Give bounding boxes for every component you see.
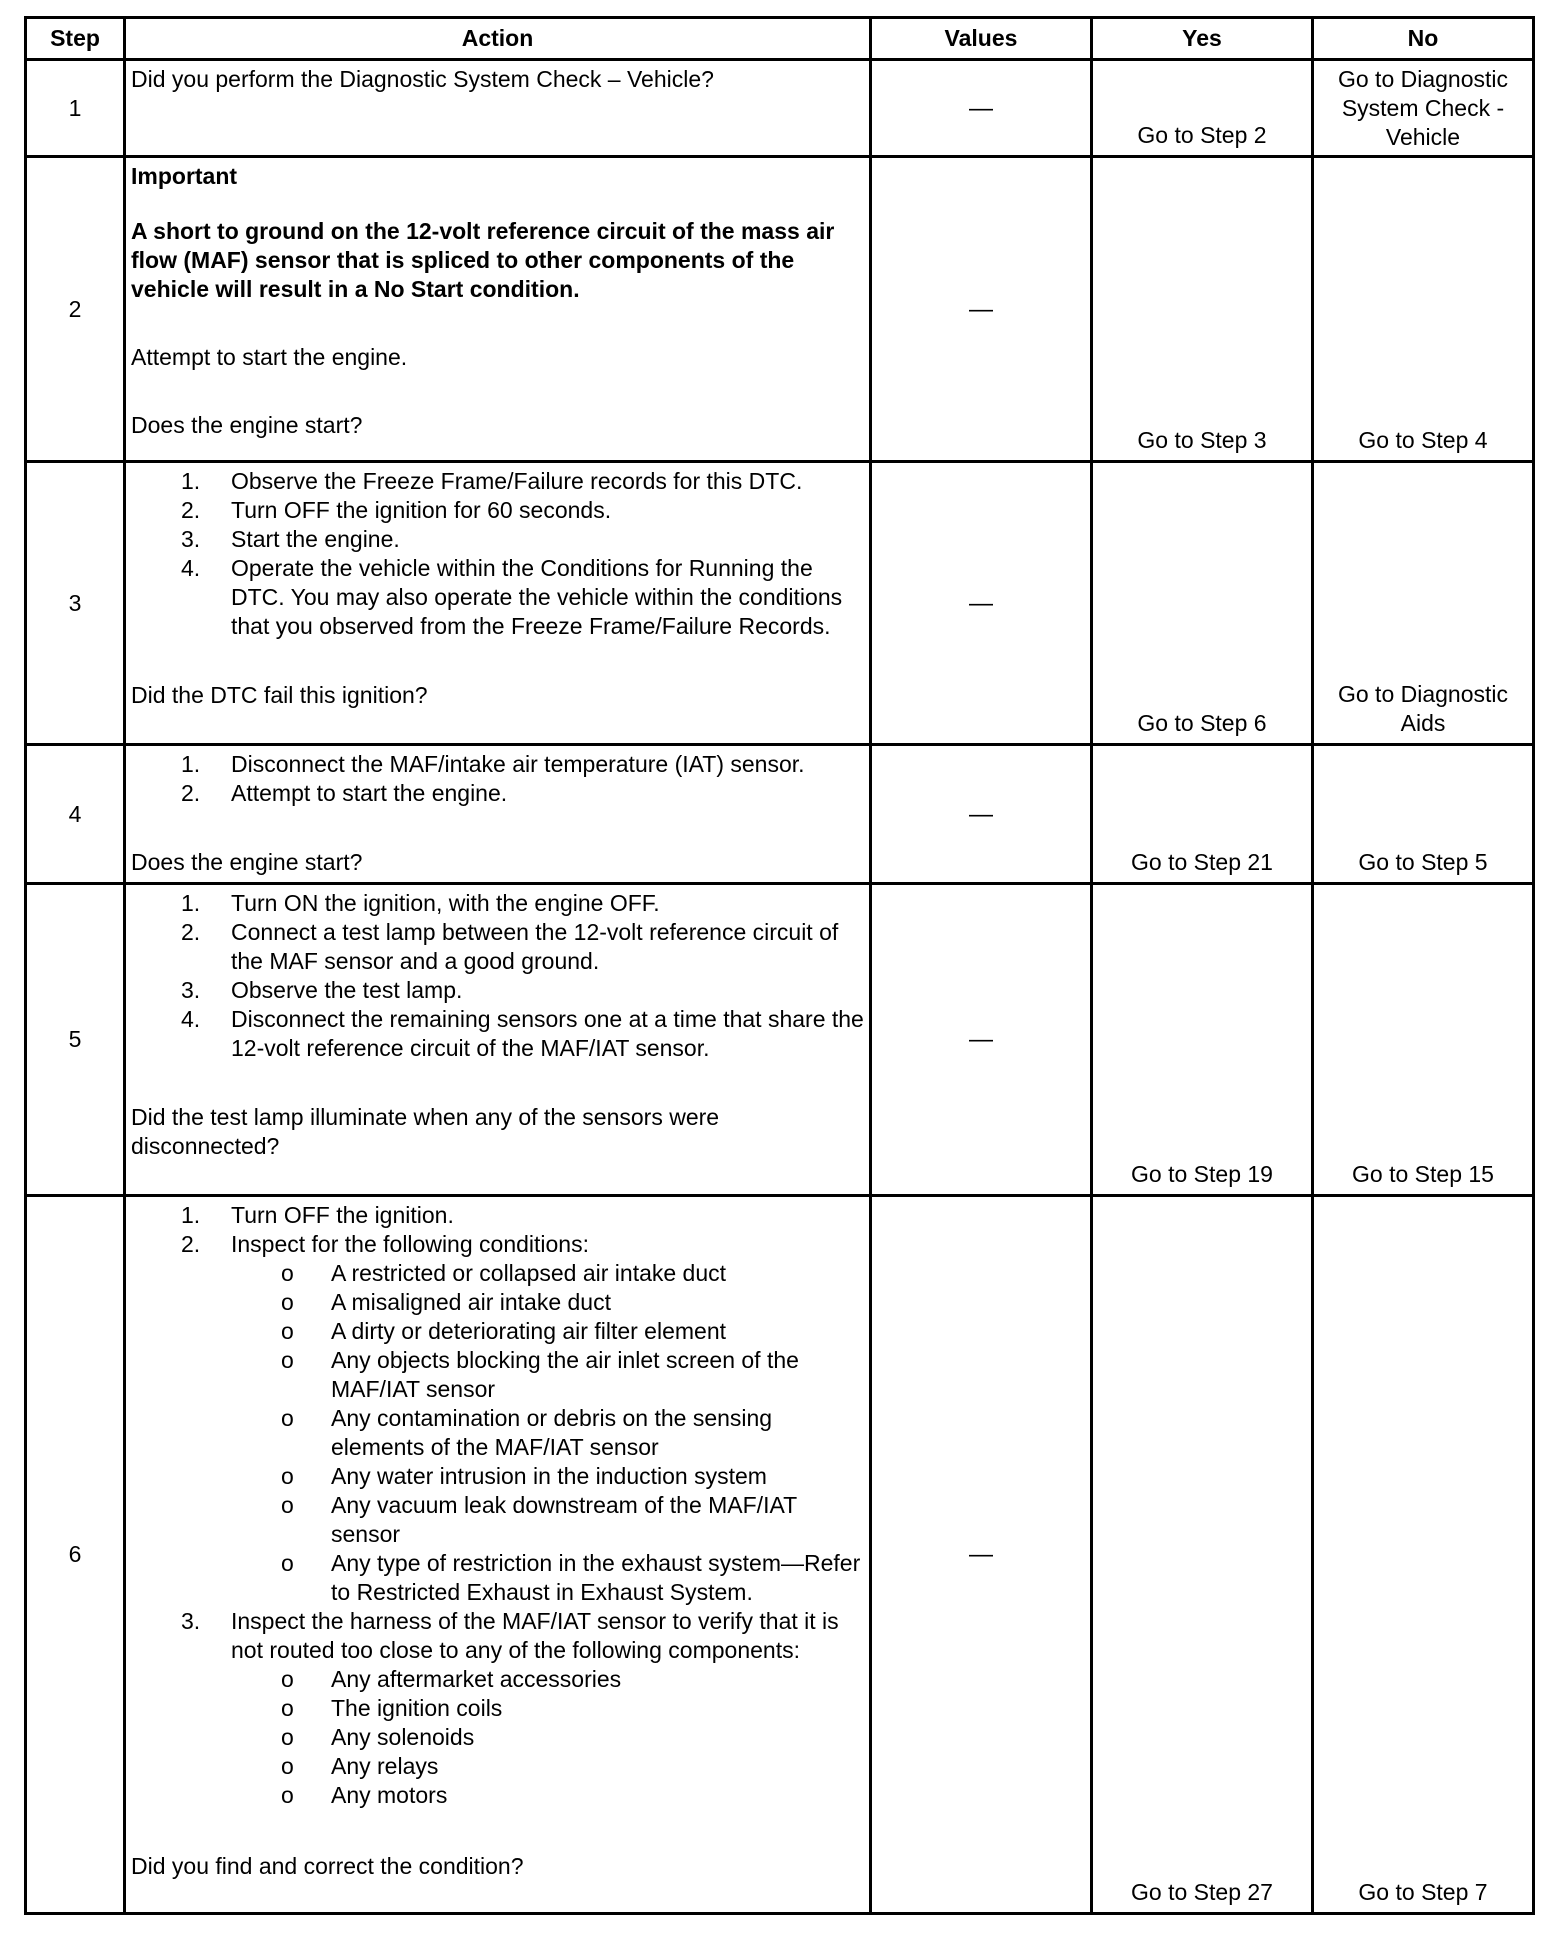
table-row (26, 1196, 1534, 1914)
table-row (26, 745, 1534, 884)
action-cell (125, 157, 871, 462)
question-text: Did you perform the Diagnostic System Check – Vehicle? (131, 66, 714, 92)
component-text: Any aftermarket accessories (331, 1666, 622, 1692)
procedure-list (131, 467, 865, 641)
yes-link[interactable]: Go to Step 3 (1137, 427, 1267, 453)
bullet-icon: o (281, 1724, 294, 1750)
procedure-list (131, 750, 865, 808)
step-text: Connect a test lamp between the 12-volt reference circuit of the MAF sensor and a good ground. (231, 919, 839, 974)
procedure-list (131, 1201, 865, 1810)
bullet-icon: o (281, 1666, 294, 1692)
action-cell (125, 884, 871, 1196)
bullet-icon: o (281, 1260, 294, 1286)
procedure-step (131, 496, 865, 525)
no-link[interactable]: Go to Step 5 (1358, 849, 1488, 875)
header-no: No (1313, 18, 1534, 60)
question-text: Did the DTC fail this ignition? (131, 682, 428, 708)
no-link[interactable]: Go to Step 7 (1358, 1879, 1488, 1905)
condition-text: Any objects blocking the air inlet screen of the MAF/IAT sensor (331, 1347, 799, 1402)
components-list (231, 1665, 865, 1810)
step-number: 1 (26, 60, 125, 157)
step-text: Operate the vehicle within the Conditions for Running the DTC. You may also operate the vehicle within the conditions that you observed from the Freeze Frame/Failure Records. (231, 555, 843, 639)
action-cell (125, 462, 871, 745)
action-cell (125, 745, 871, 884)
header-action: Action (125, 18, 871, 60)
condition-text: A dirty or deteriorating air filter element (331, 1318, 727, 1344)
procedure-step (131, 1005, 865, 1063)
component-item (231, 1752, 865, 1781)
procedure-step (131, 467, 865, 496)
value-dash: — (969, 295, 993, 323)
step-index: 3. (181, 977, 201, 1003)
step-index: 2. (181, 780, 201, 806)
condition-item (231, 1288, 865, 1317)
diagnostic-page (24, 16, 1532, 1915)
header-row (26, 18, 1534, 60)
step-index: 1. (181, 751, 201, 777)
diagnostic-table (24, 16, 1535, 1915)
value-dash: — (969, 589, 993, 617)
value-cell (871, 157, 1092, 462)
procedure-step (131, 525, 865, 554)
no-link[interactable]: Go to Step 4 (1358, 427, 1488, 453)
step-text: Attempt to start the engine. (231, 780, 508, 806)
no-cell (1313, 157, 1534, 462)
component-item (231, 1694, 865, 1723)
yes-cell (1092, 745, 1313, 884)
question-text: Did you find and correct the condition? (131, 1853, 524, 1879)
condition-item (231, 1259, 865, 1288)
value-cell (871, 745, 1092, 884)
no-cell (1313, 745, 1534, 884)
condition-item (231, 1549, 865, 1607)
condition-text: A misaligned air intake duct (331, 1289, 611, 1315)
condition-item (231, 1462, 865, 1491)
procedure-step (131, 779, 865, 808)
procedure-step (131, 554, 865, 641)
header-values: Values (871, 18, 1092, 60)
procedure-step (131, 1230, 865, 1607)
procedure-step (131, 976, 865, 1005)
step-text: Start the engine. (231, 526, 400, 552)
value-cell (871, 60, 1092, 157)
condition-text: Any contamination or debris on the sensing elements of the MAF/IAT sensor (331, 1405, 773, 1460)
bullet-icon: o (281, 1347, 294, 1373)
yes-link[interactable]: Go to Step 2 (1137, 122, 1267, 148)
bullet-icon: o (281, 1753, 294, 1779)
question-text: Does the engine start? (131, 412, 363, 438)
step-index: 3. (181, 1608, 201, 1634)
yes-link[interactable]: Go to Step 6 (1137, 710, 1267, 736)
component-text: Any relays (331, 1753, 439, 1779)
no-link[interactable]: Go to Diagnostic System Check - Vehicle (1337, 66, 1509, 150)
no-cell (1313, 1196, 1534, 1914)
value-dash: — (969, 94, 993, 122)
value-cell (871, 884, 1092, 1196)
bullet-icon: o (281, 1782, 294, 1808)
yes-link[interactable]: Go to Step 21 (1131, 849, 1273, 875)
table-row (26, 884, 1534, 1196)
value-dash: — (969, 800, 993, 828)
step-number: 3 (26, 462, 125, 745)
table-row (26, 462, 1534, 745)
component-text: Any solenoids (331, 1724, 475, 1750)
procedure-list (131, 889, 865, 1063)
component-item (231, 1781, 865, 1810)
step-text: Turn ON the ignition, with the engine OFF. (231, 890, 660, 916)
component-item (231, 1665, 865, 1694)
procedure-step (131, 1201, 865, 1230)
bullet-icon: o (281, 1550, 294, 1576)
header-step: Step (26, 18, 125, 60)
condition-item (231, 1404, 865, 1462)
step-text: Inspect for the following conditions: (231, 1231, 589, 1257)
condition-text: Any type of restriction in the exhaust system—Refer to Restricted Exhaust in Exhaust System. (331, 1550, 861, 1605)
step-number: 6 (26, 1196, 125, 1914)
step-index: 1. (181, 1202, 201, 1228)
step-text: Inspect the harness of the MAF/IAT sensor to verify that it is not routed too close to any of the following components: (231, 1608, 839, 1663)
bullet-icon: o (281, 1463, 294, 1489)
action-cell (125, 60, 871, 157)
bullet-icon: o (281, 1289, 294, 1315)
yes-cell (1092, 157, 1313, 462)
component-text: The ignition coils (331, 1695, 503, 1721)
step-text: Turn OFF the ignition. (231, 1202, 454, 1228)
question-text: Does the engine start? (131, 849, 363, 875)
procedure-step (131, 1607, 865, 1810)
step-index: 4. (181, 555, 201, 581)
step-text: Disconnect the remaining sensors one at a time that share the 12-volt reference circuit of the MAF/IAT sensor. (231, 1006, 864, 1061)
instruction-text: Attempt to start the engine. (131, 344, 408, 370)
bullet-icon: o (281, 1318, 294, 1344)
action-cell (125, 1196, 871, 1914)
value-dash: — (969, 1541, 993, 1568)
procedure-step (131, 918, 865, 976)
condition-text: Any water intrusion in the induction system (331, 1463, 767, 1489)
step-index: 1. (181, 890, 201, 916)
condition-text: Any vacuum leak downstream of the MAF/IAT sensor (331, 1492, 797, 1547)
procedure-step (131, 750, 865, 779)
yes-link[interactable]: Go to Step 19 (1131, 1161, 1273, 1187)
no-cell (1313, 60, 1534, 157)
conditions-list (231, 1259, 865, 1607)
step-index: 2. (181, 919, 201, 945)
condition-text: A restricted or collapsed air intake duct (331, 1260, 727, 1286)
yes-cell (1092, 1196, 1313, 1914)
step-text: Disconnect the MAF/intake air temperature (IAT) sensor. (231, 751, 805, 777)
yes-cell (1092, 884, 1313, 1196)
step-text: Turn OFF the ignition for 60 seconds. (231, 497, 612, 523)
step-index: 1. (181, 468, 201, 494)
condition-item (231, 1346, 865, 1404)
value-cell (871, 462, 1092, 745)
step-index: 3. (181, 526, 201, 552)
no-cell (1313, 884, 1534, 1196)
component-item (231, 1723, 865, 1752)
condition-item (231, 1491, 865, 1549)
condition-item (231, 1317, 865, 1346)
step-index: 4. (181, 1006, 201, 1032)
no-link[interactable]: Go to Step 15 (1352, 1161, 1494, 1187)
table-row (26, 157, 1534, 462)
step-index: 2. (181, 497, 201, 523)
step-number: 5 (26, 884, 125, 1196)
step-number: 4 (26, 745, 125, 884)
yes-link[interactable]: Go to Step 27 (1131, 1879, 1273, 1905)
bullet-icon: o (281, 1695, 294, 1721)
step-number: 2 (26, 157, 125, 462)
yes-cell (1092, 60, 1313, 157)
yes-cell (1092, 462, 1313, 745)
bullet-icon: o (281, 1492, 294, 1518)
important-label: Important (131, 163, 238, 189)
question-text: Did the test lamp illuminate when any of the sensors were disconnected? (131, 1104, 720, 1159)
step-text: Observe the Freeze Frame/Failure records for this DTC. (231, 468, 803, 494)
no-cell (1313, 462, 1534, 745)
step-index: 2. (181, 1231, 201, 1257)
value-cell (871, 1196, 1092, 1914)
table-row (26, 60, 1534, 157)
important-text: A short to ground on the 12-volt reference circuit of the mass air flow (MAF) sensor that is spliced to other components of the vehicle will result in a No Start condition. (131, 218, 835, 302)
procedure-step (131, 889, 865, 918)
no-link[interactable]: Go to Diagnostic Aids (1337, 681, 1509, 736)
component-text: Any motors (331, 1782, 448, 1808)
bullet-icon: o (281, 1405, 294, 1431)
value-dash: — (969, 1026, 993, 1053)
header-yes: Yes (1092, 18, 1313, 60)
step-text: Observe the test lamp. (231, 977, 463, 1003)
